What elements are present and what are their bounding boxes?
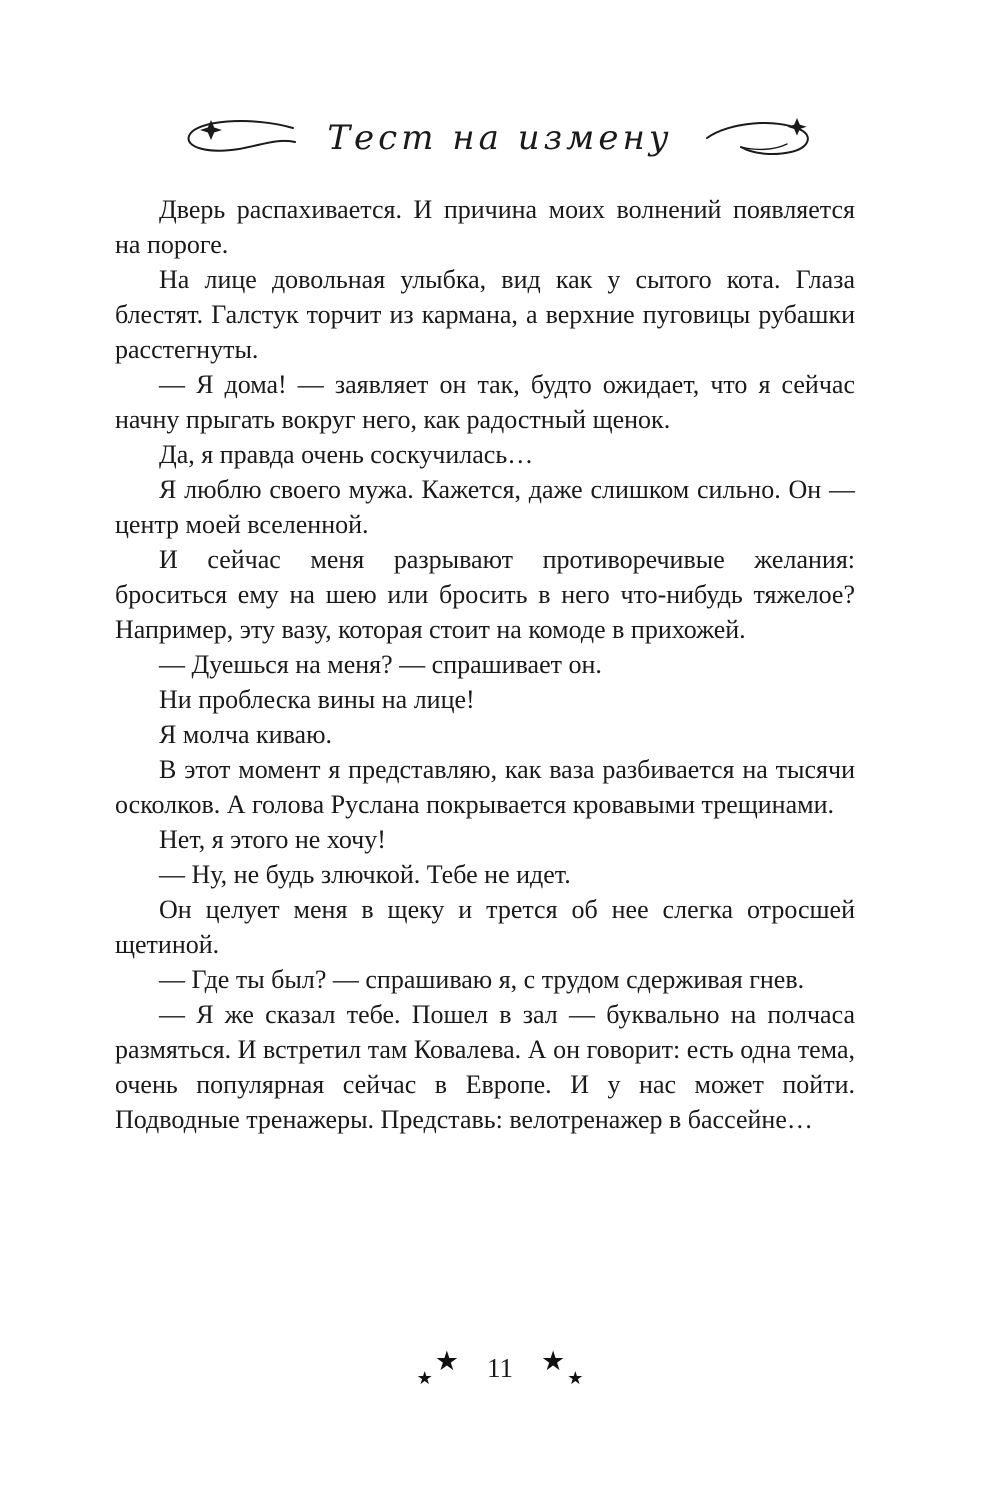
paragraph: В этот момент я представляю, как ваза разбивается на тысячи осколков. А голова Руслана покрывается кровавыми трещинами. — [115, 755, 855, 819]
star-icon: ★ — [541, 1346, 566, 1376]
page-header — [0, 0, 1000, 166]
paragraph: На лице довольная улыбка, вид как у сытого кота. Глаза блестят. Галстук торчит из кармана, а верхние пуговицы рубашки расстегнуты. — [115, 265, 855, 364]
page-body — [0, 166, 1000, 1137]
right-flourish-icon — [699, 114, 819, 162]
paragraph: Я молча киваю. — [159, 720, 332, 749]
paragraph: И сейчас меня разрывают противоречивые желания: броситься ему на шею или бросить в него что-нибудь тяжелое? Например, эту вазу, которая стоит на комоде в прихожей. — [115, 545, 855, 644]
paragraph: — Я же сказал тебе. Пошел в зал — буквально на полчаса размяться. И встретил там Ковалева. А он говорит: есть одна тема, очень популярная сейчас в Европе. И у нас может пойти. Подводные тренажеры. Представь: велотренажер в бассейне… — [115, 1000, 855, 1134]
paragraph: Я люблю своего мужа. Кажется, даже слишком сильно. Он — центр моей вселенной. — [115, 475, 855, 539]
paragraph: Он целует меня в щеку и трется об нее слегка отросшей щетиной. — [115, 895, 855, 959]
book-title: Тест на измену — [327, 118, 673, 158]
paragraph: — Ну, не будь злючкой. Тебе не идет. — [159, 860, 571, 889]
star-icon: ★ — [567, 1367, 584, 1388]
paragraph: Да, я правда очень соскучилась… — [159, 440, 534, 469]
paragraph: — Я дома! — заявляет он так, будто ожидает, что я сейчас начну прыгать вокруг него, как радостный щенок. — [115, 370, 855, 434]
paragraph: — Дуешься на меня? — спрашивает он. — [159, 650, 602, 679]
star-icon: ★ — [416, 1367, 433, 1388]
paragraph: Нет, я этого не хочу! — [159, 825, 386, 854]
paragraph: — Где ты был? — спрашиваю я, с трудом сдерживая гнев. — [159, 965, 805, 994]
page-number: 11 — [487, 1353, 513, 1383]
paragraph: Ни проблеска вины на лице! — [159, 685, 475, 714]
star-icon: ★ — [434, 1346, 459, 1376]
page-footer — [0, 1346, 1000, 1388]
paragraph: Дверь распахивается. И причина моих волнений появляется на пороге. — [115, 195, 855, 259]
left-flourish-icon — [181, 114, 301, 162]
